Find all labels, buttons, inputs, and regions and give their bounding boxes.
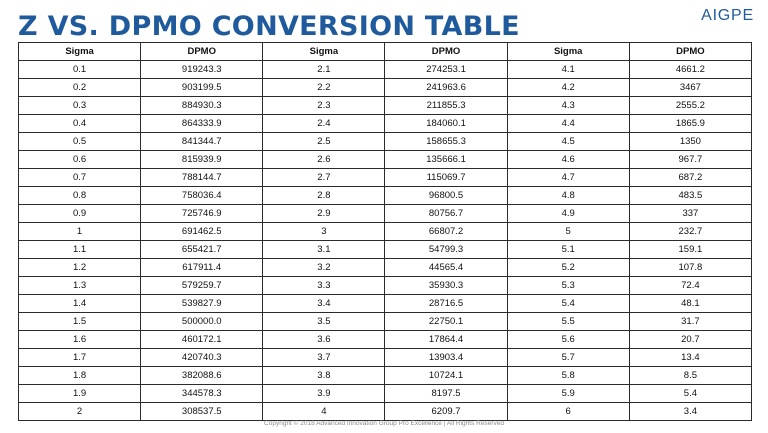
- dpmo-cell: 241963.6: [385, 79, 507, 97]
- table-row: [19, 385, 752, 403]
- dpmo-cell: 382088.6: [141, 367, 263, 385]
- dpmo-cell: 617911.4: [141, 259, 263, 277]
- sigma-cell: 2.5: [263, 133, 385, 151]
- dpmo-cell: 788144.7: [141, 169, 263, 187]
- table-row: [19, 133, 752, 151]
- dpmo-cell: 4661.2: [629, 61, 751, 79]
- sigma-cell: 2.4: [263, 115, 385, 133]
- page-title: Z VS. DPMO CONVERSION TABLE: [18, 11, 520, 42]
- dpmo-cell: 66807.2: [385, 223, 507, 241]
- sigma-cell: 0.8: [19, 187, 141, 205]
- dpmo-cell: 655421.7: [141, 241, 263, 259]
- dpmo-cell: 579259.7: [141, 277, 263, 295]
- dpmo-cell: 2555.2: [629, 97, 751, 115]
- sigma-cell: 3.4: [263, 295, 385, 313]
- dpmo-cell: 22750.1: [385, 313, 507, 331]
- sigma-cell: 2.2: [263, 79, 385, 97]
- header-sigma: Sigma: [507, 43, 629, 61]
- table-row: [19, 403, 752, 421]
- sigma-cell: 5.3: [507, 277, 629, 295]
- table-row: [19, 97, 752, 115]
- table-row: [19, 187, 752, 205]
- sigma-cell: 2.3: [263, 97, 385, 115]
- dpmo-cell: 344578.3: [141, 385, 263, 403]
- sigma-cell: 4.7: [507, 169, 629, 187]
- table-row: [19, 223, 752, 241]
- header-dpmo: DPMO: [141, 43, 263, 61]
- dpmo-cell: 8197.5: [385, 385, 507, 403]
- dpmo-cell: 864333.9: [141, 115, 263, 133]
- table-row: [19, 205, 752, 223]
- sigma-cell: 5.4: [507, 295, 629, 313]
- header-sigma: Sigma: [19, 43, 141, 61]
- dpmo-cell: 841344.7: [141, 133, 263, 151]
- sigma-cell: 5.2: [507, 259, 629, 277]
- sigma-cell: 0.9: [19, 205, 141, 223]
- sigma-cell: 1.2: [19, 259, 141, 277]
- sigma-cell: 4.9: [507, 205, 629, 223]
- sigma-cell: 0.4: [19, 115, 141, 133]
- sigma-cell: 5.8: [507, 367, 629, 385]
- table-body: [19, 61, 752, 421]
- sigma-cell: 3.7: [263, 349, 385, 367]
- table-row: [19, 151, 752, 169]
- dpmo-cell: 48.1: [629, 295, 751, 313]
- dpmo-cell: 107.8: [629, 259, 751, 277]
- sigma-cell: 0.3: [19, 97, 141, 115]
- dpmo-cell: 6209.7: [385, 403, 507, 421]
- sigma-cell: 3.1: [263, 241, 385, 259]
- sigma-cell: 4.5: [507, 133, 629, 151]
- dpmo-cell: 1865.9: [629, 115, 751, 133]
- sigma-cell: 1.8: [19, 367, 141, 385]
- brand-logo: AIGPE: [701, 7, 754, 24]
- dpmo-cell: 13903.4: [385, 349, 507, 367]
- sigma-cell: 3.5: [263, 313, 385, 331]
- sigma-cell: 3.2: [263, 259, 385, 277]
- dpmo-cell: 1350: [629, 133, 751, 151]
- sigma-cell: 4.4: [507, 115, 629, 133]
- dpmo-cell: 31.7: [629, 313, 751, 331]
- sigma-cell: 0.5: [19, 133, 141, 151]
- dpmo-cell: 10724.1: [385, 367, 507, 385]
- sigma-cell: 2.9: [263, 205, 385, 223]
- dpmo-cell: 3467: [629, 79, 751, 97]
- dpmo-cell: 44565.4: [385, 259, 507, 277]
- dpmo-cell: 308537.5: [141, 403, 263, 421]
- dpmo-cell: 232.7: [629, 223, 751, 241]
- header-dpmo: DPMO: [629, 43, 751, 61]
- table-row: [19, 313, 752, 331]
- sigma-cell: 0.2: [19, 79, 141, 97]
- table-header-row: [19, 43, 752, 61]
- table-row: [19, 277, 752, 295]
- dpmo-cell: 967.7: [629, 151, 751, 169]
- table-row: [19, 169, 752, 187]
- table-row: [19, 331, 752, 349]
- sigma-cell: 2.7: [263, 169, 385, 187]
- sigma-cell: 1.5: [19, 313, 141, 331]
- sigma-cell: 3.9: [263, 385, 385, 403]
- sigma-cell: 5.1: [507, 241, 629, 259]
- dpmo-cell: 5.4: [629, 385, 751, 403]
- sigma-cell: 5.6: [507, 331, 629, 349]
- sigma-cell: 5.5: [507, 313, 629, 331]
- sigma-cell: 0.6: [19, 151, 141, 169]
- dpmo-cell: 184060.1: [385, 115, 507, 133]
- dpmo-cell: 725746.9: [141, 205, 263, 223]
- sigma-cell: 3.8: [263, 367, 385, 385]
- dpmo-cell: 8.5: [629, 367, 751, 385]
- dpmo-cell: 884930.3: [141, 97, 263, 115]
- sigma-cell: 4.3: [507, 97, 629, 115]
- dpmo-cell: 54799.3: [385, 241, 507, 259]
- copyright-footer: Copyright © 2018 Advanced Innovation Group Pro Excellence | All Rights Reserved: [264, 420, 504, 427]
- dpmo-cell: 691462.5: [141, 223, 263, 241]
- dpmo-cell: 159.1: [629, 241, 751, 259]
- dpmo-cell: 96800.5: [385, 187, 507, 205]
- dpmo-cell: 539827.9: [141, 295, 263, 313]
- dpmo-cell: 72.4: [629, 277, 751, 295]
- sigma-cell: 0.1: [19, 61, 141, 79]
- sigma-cell: 4.2: [507, 79, 629, 97]
- table-row: [19, 241, 752, 259]
- dpmo-cell: 35930.3: [385, 277, 507, 295]
- sigma-cell: 1.6: [19, 331, 141, 349]
- dpmo-cell: 903199.5: [141, 79, 263, 97]
- sigma-cell: 1: [19, 223, 141, 241]
- dpmo-cell: 13.4: [629, 349, 751, 367]
- dpmo-cell: 158655.3: [385, 133, 507, 151]
- dpmo-cell: 460172.1: [141, 331, 263, 349]
- sigma-cell: 1.9: [19, 385, 141, 403]
- table-row: [19, 61, 752, 79]
- dpmo-cell: 919243.3: [141, 61, 263, 79]
- sigma-cell: 3: [263, 223, 385, 241]
- sigma-cell: 5.9: [507, 385, 629, 403]
- sigma-cell: 4.1: [507, 61, 629, 79]
- table-row: [19, 367, 752, 385]
- dpmo-cell: 20.7: [629, 331, 751, 349]
- dpmo-cell: 115069.7: [385, 169, 507, 187]
- sigma-cell: 2.1: [263, 61, 385, 79]
- conversion-table: [18, 42, 752, 421]
- sigma-cell: 4.6: [507, 151, 629, 169]
- header-sigma: Sigma: [263, 43, 385, 61]
- dpmo-cell: 500000.0: [141, 313, 263, 331]
- sigma-cell: 6: [507, 403, 629, 421]
- dpmo-cell: 28716.5: [385, 295, 507, 313]
- dpmo-cell: 483.5: [629, 187, 751, 205]
- sigma-cell: 4: [263, 403, 385, 421]
- table-row: [19, 295, 752, 313]
- table-row: [19, 259, 752, 277]
- dpmo-cell: 3.4: [629, 403, 751, 421]
- sigma-cell: 1.1: [19, 241, 141, 259]
- dpmo-cell: 337: [629, 205, 751, 223]
- sigma-cell: 2.6: [263, 151, 385, 169]
- dpmo-cell: 758036.4: [141, 187, 263, 205]
- table-row: [19, 79, 752, 97]
- dpmo-cell: 211855.3: [385, 97, 507, 115]
- dpmo-cell: 420740.3: [141, 349, 263, 367]
- sigma-cell: 2.8: [263, 187, 385, 205]
- dpmo-cell: 17864.4: [385, 331, 507, 349]
- dpmo-cell: 80756.7: [385, 205, 507, 223]
- sigma-cell: 1.3: [19, 277, 141, 295]
- sigma-cell: 3.6: [263, 331, 385, 349]
- header-dpmo: DPMO: [385, 43, 507, 61]
- table-row: [19, 349, 752, 367]
- sigma-cell: 3.3: [263, 277, 385, 295]
- table-row: [19, 115, 752, 133]
- sigma-cell: 2: [19, 403, 141, 421]
- dpmo-cell: 135666.1: [385, 151, 507, 169]
- sigma-cell: 4.8: [507, 187, 629, 205]
- dpmo-cell: 815939.9: [141, 151, 263, 169]
- sigma-cell: 1.4: [19, 295, 141, 313]
- dpmo-cell: 687.2: [629, 169, 751, 187]
- sigma-cell: 5.7: [507, 349, 629, 367]
- dpmo-cell: 274253.1: [385, 61, 507, 79]
- sigma-cell: 0.7: [19, 169, 141, 187]
- sigma-cell: 1.7: [19, 349, 141, 367]
- sigma-cell: 5: [507, 223, 629, 241]
